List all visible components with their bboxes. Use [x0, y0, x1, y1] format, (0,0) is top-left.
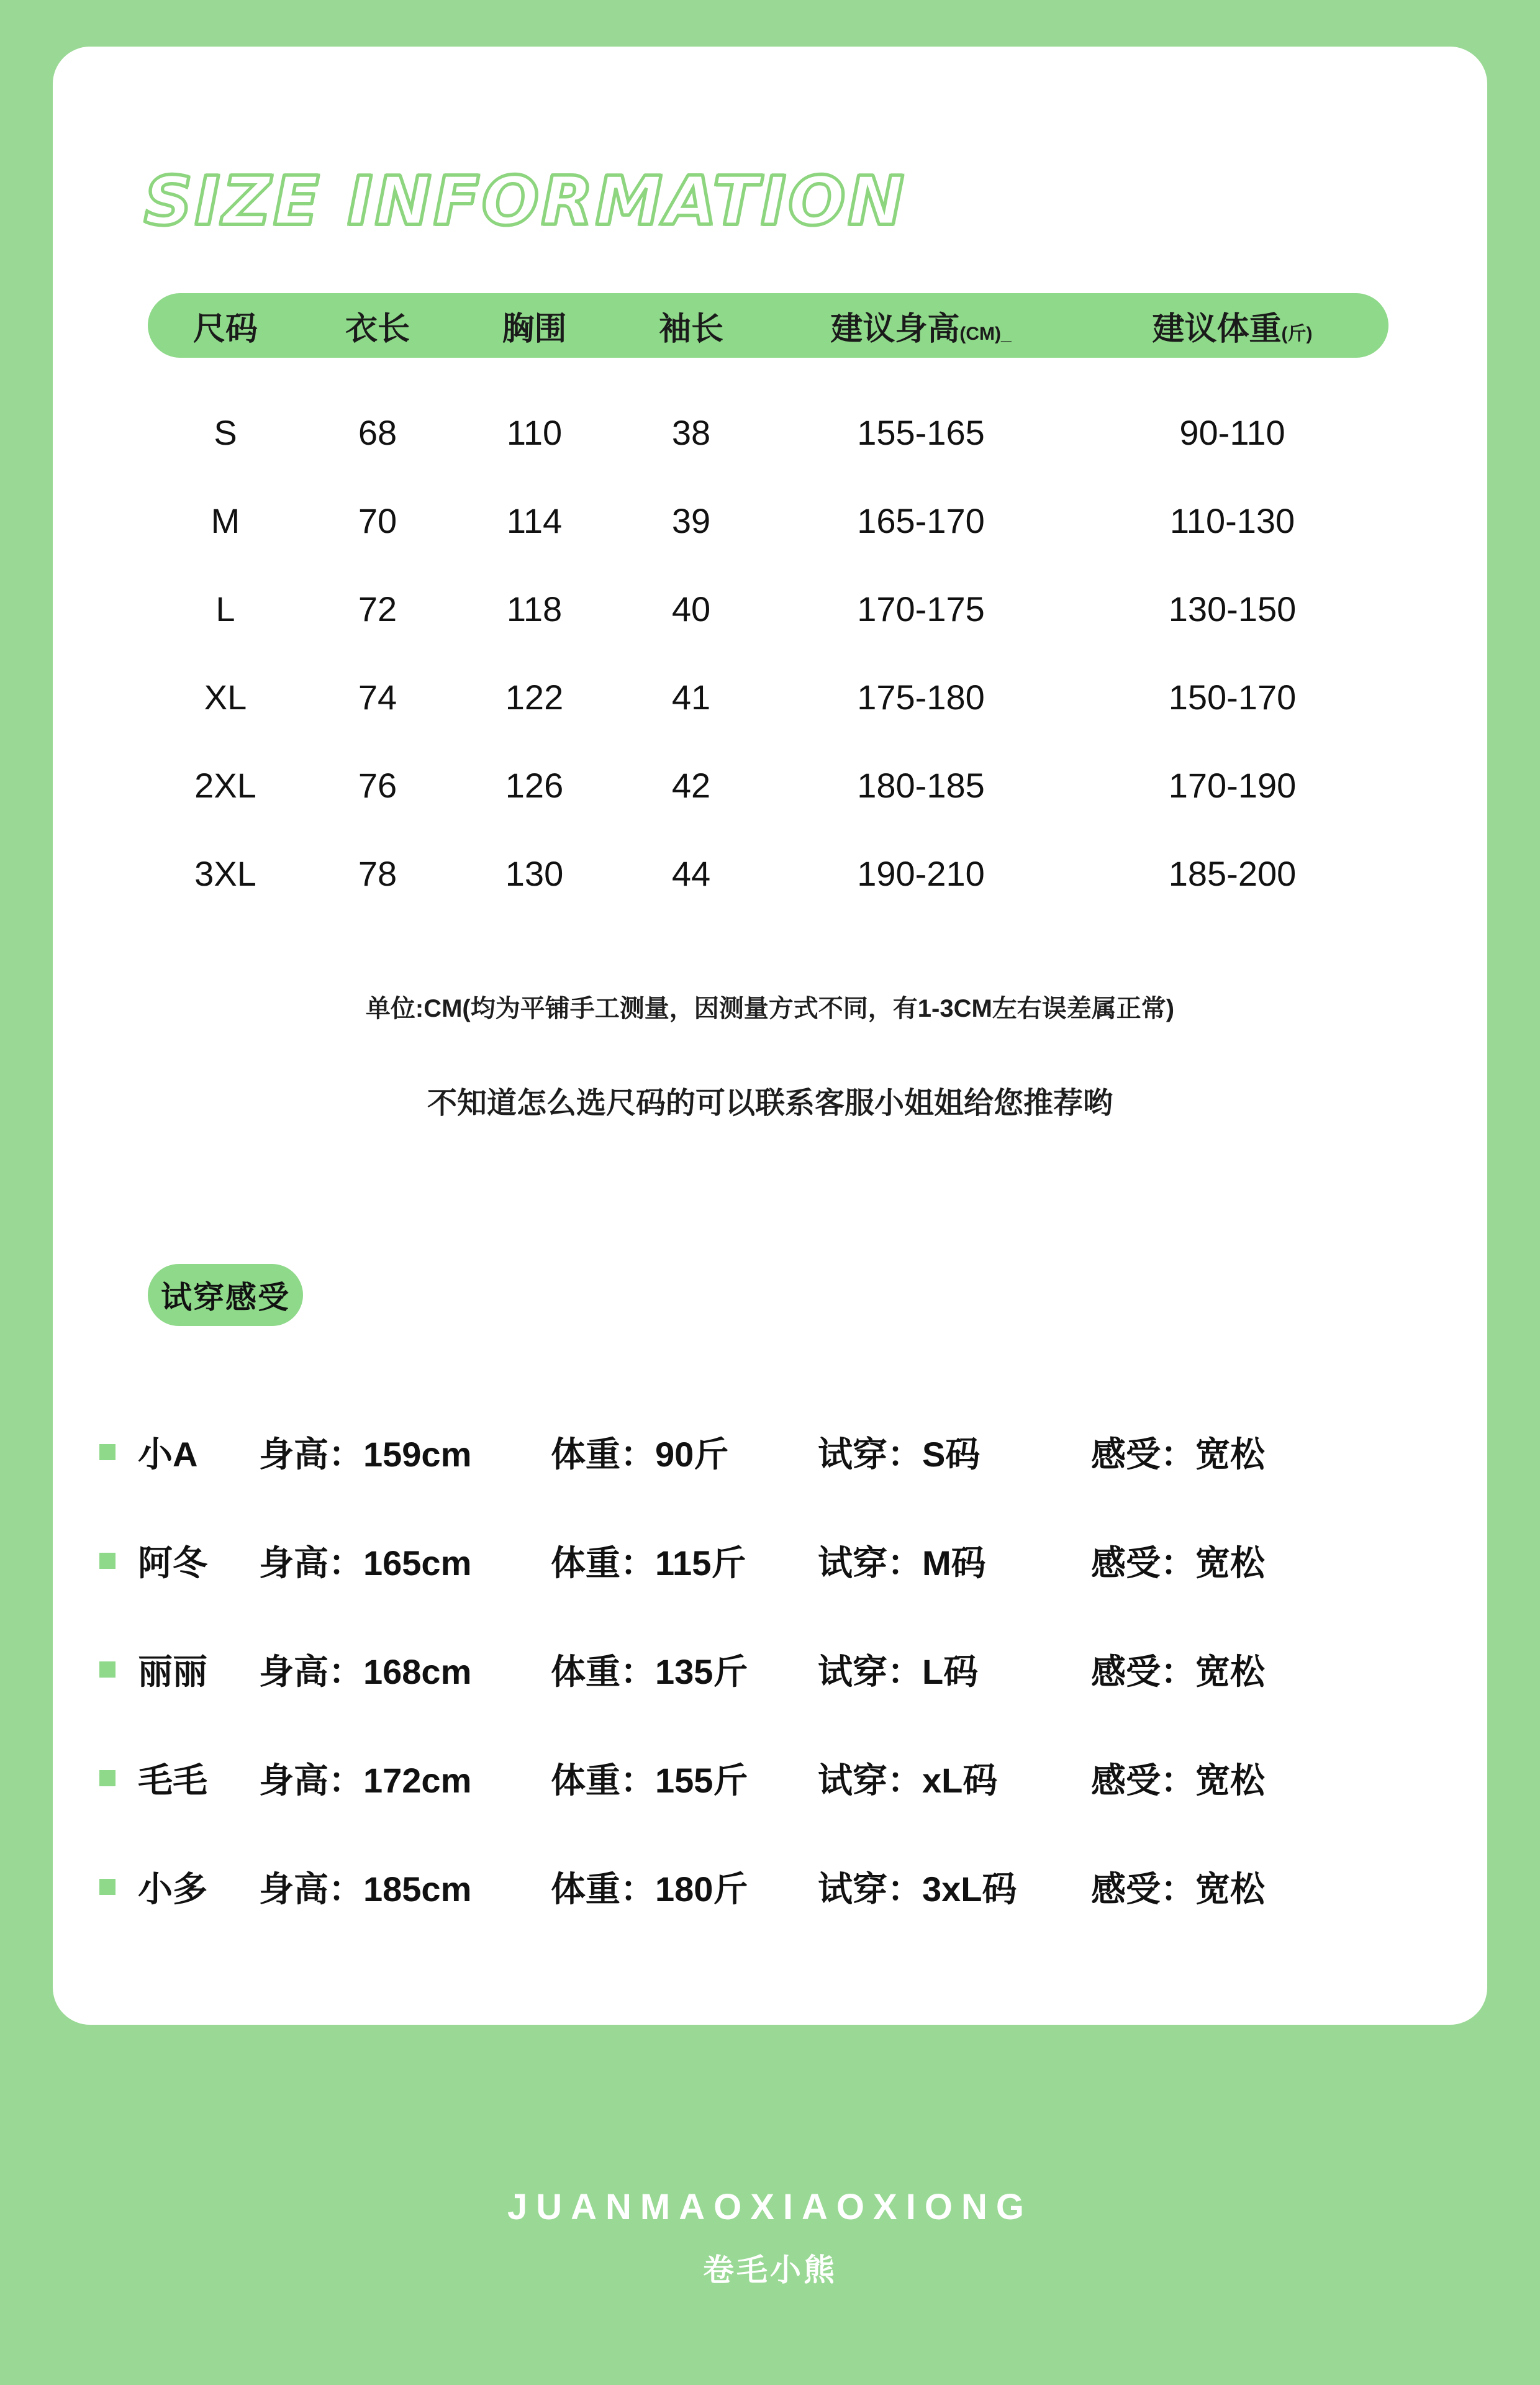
cell-weight: 150-170 — [1168, 677, 1297, 717]
column-header-height — [766, 302, 1076, 349]
brand-name-cn: 卷毛小熊 — [703, 2253, 837, 2287]
tryon-size: 试穿：xL码 — [818, 1760, 998, 1800]
cell-bust: 130 — [505, 853, 564, 893]
list-item — [99, 1506, 1441, 1615]
cell-weight: 170-190 — [1168, 765, 1297, 805]
cell-height: 155-165 — [857, 412, 985, 452]
column-header-size — [148, 302, 303, 349]
tryon-name: 阿冬 — [138, 1543, 207, 1583]
cell-size: L — [215, 589, 235, 629]
tryon-size: 试穿：M码 — [818, 1543, 986, 1583]
tryon-list — [99, 1397, 1441, 1941]
list-item — [99, 1724, 1441, 1832]
cell-length: 76 — [358, 765, 397, 805]
tryon-height: 身高：185cm — [259, 1869, 472, 1909]
tryon-height: 身高：168cm — [259, 1651, 472, 1691]
table-row — [148, 741, 1388, 829]
column-header-weight-label: 建议体重 — [1152, 311, 1282, 347]
cell-size: 2XL — [194, 765, 256, 805]
tryon-height: 身高：159cm — [259, 1434, 472, 1474]
tryon-name: 毛毛 — [138, 1760, 207, 1800]
column-header-size-label: 尺码 — [192, 311, 258, 347]
column-header-length — [303, 302, 452, 349]
tryon-weight: 体重：90斤 — [551, 1434, 729, 1474]
table-row — [148, 829, 1388, 917]
tryon-height: 身高：172cm — [259, 1760, 472, 1800]
cell-height: 180-185 — [857, 765, 985, 805]
cell-height: 165-170 — [857, 501, 985, 540]
cell-sleeve: 41 — [671, 677, 711, 717]
cell-sleeve: 42 — [671, 765, 711, 805]
column-header-height-label: 建议身高 — [830, 311, 960, 347]
tryon-feel: 感受：宽松 — [1091, 1543, 1265, 1583]
page-title: SIZE INFORMATION — [144, 163, 907, 240]
table-row — [148, 653, 1388, 741]
cell-size: XL — [204, 677, 247, 717]
tryon-size: 试穿：S码 — [818, 1434, 981, 1474]
tryon-size: 试穿：L码 — [818, 1651, 979, 1691]
cell-weight: 110-130 — [1169, 501, 1295, 540]
bullet-icon — [99, 1879, 116, 1895]
brand-name-en: JUANMAOXIAOXIONG — [507, 2187, 1033, 2227]
measurement-note: 单位:CM(均为平铺手工测量，因测量方式不同，有1-3CM左右误差属正常) — [365, 995, 1175, 1022]
cell-length: 74 — [358, 677, 397, 717]
list-item — [99, 1832, 1441, 1941]
cell-bust: 110 — [506, 412, 563, 452]
cell-length: 78 — [358, 853, 397, 893]
cell-weight: 185-200 — [1168, 853, 1297, 893]
column-header-sleeve — [617, 302, 766, 349]
cell-bust: 126 — [505, 765, 564, 805]
tryon-height: 身高：165cm — [259, 1543, 472, 1583]
size-table-body — [148, 388, 1388, 917]
list-item — [99, 1615, 1441, 1724]
cell-length: 70 — [358, 501, 397, 540]
tryon-feel: 感受：宽松 — [1091, 1760, 1265, 1800]
cell-height: 175-180 — [857, 677, 985, 717]
cell-size: 3XL — [194, 853, 256, 893]
tryon-heading-pill — [148, 1264, 303, 1326]
cell-bust: 114 — [506, 501, 563, 540]
cell-height: 190-210 — [857, 853, 985, 893]
tryon-weight: 体重：180斤 — [551, 1869, 748, 1909]
tryon-feel: 感受：宽松 — [1091, 1651, 1265, 1691]
tryon-weight: 体重：135斤 — [551, 1651, 748, 1691]
cell-sleeve: 38 — [671, 412, 711, 452]
column-header-bust — [452, 302, 617, 349]
cell-size: M — [211, 501, 240, 540]
bullet-icon — [99, 1770, 116, 1786]
list-item — [99, 1397, 1441, 1506]
size-table-header — [148, 293, 1388, 358]
bullet-icon — [99, 1444, 116, 1460]
cell-size: S — [214, 412, 237, 452]
tryon-name: 小多 — [138, 1869, 207, 1909]
table-row — [148, 388, 1388, 476]
cell-sleeve: 40 — [671, 589, 711, 629]
tryon-weight: 体重：115斤 — [551, 1543, 746, 1583]
table-row — [148, 565, 1388, 653]
column-header-sleeve-label: 袖长 — [658, 311, 723, 347]
tryon-name: 丽丽 — [138, 1651, 207, 1691]
column-header-bust-label: 胸围 — [502, 311, 567, 347]
cell-bust: 122 — [505, 677, 564, 717]
column-header-length-label: 衣长 — [345, 311, 410, 347]
tryon-size: 试穿：3xL码 — [818, 1869, 1017, 1909]
tryon-weight: 体重：155斤 — [551, 1760, 748, 1800]
cell-sleeve: 39 — [671, 501, 711, 540]
table-row — [148, 476, 1388, 565]
tryon-feel: 感受：宽松 — [1091, 1434, 1265, 1474]
cell-weight: 90-110 — [1179, 412, 1285, 452]
cell-sleeve: 44 — [671, 853, 711, 893]
cell-bust: 118 — [506, 589, 563, 629]
cell-length: 72 — [358, 589, 397, 629]
tryon-name: 小A — [138, 1434, 198, 1474]
column-header-weight — [1076, 302, 1388, 349]
tryon-feel: 感受：宽松 — [1091, 1869, 1265, 1909]
column-header-weight-unit: (斤) — [1281, 323, 1313, 344]
service-note: 不知道怎么选尺码的可以联系客服小姐姐给您推荐哟 — [427, 1087, 1113, 1120]
bullet-icon — [99, 1661, 116, 1678]
column-header-height-unit: (CM)_ — [959, 323, 1012, 344]
cell-height: 170-175 — [857, 589, 985, 629]
cell-weight: 130-150 — [1168, 589, 1297, 629]
cell-length: 68 — [358, 412, 397, 452]
tryon-heading-label: 试穿感受 — [161, 1280, 290, 1315]
bullet-icon — [99, 1553, 116, 1569]
